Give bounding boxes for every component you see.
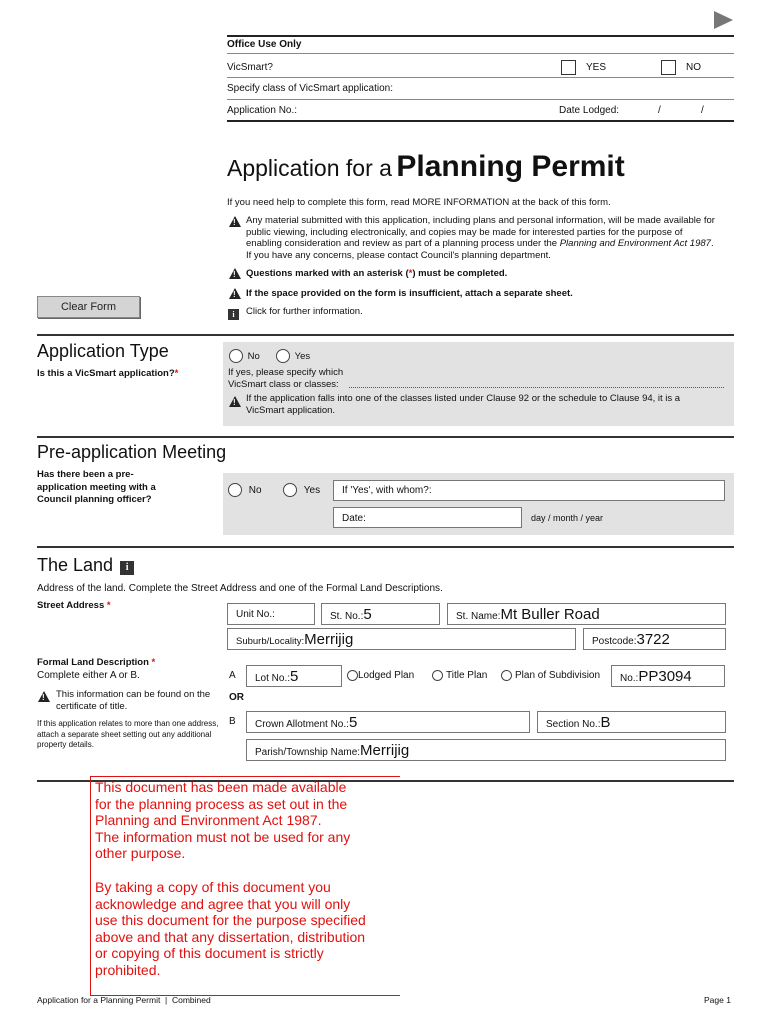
office-yes-label: YES	[586, 62, 607, 73]
parish-content	[255, 742, 409, 759]
page-title	[227, 150, 625, 184]
title-plan-option[interactable]	[432, 670, 487, 681]
date-format-hint: day / month / year	[531, 513, 604, 523]
pre-app-question: Has there been a pre-application meeting with a Council planning officer?	[37, 469, 156, 505]
warning-icon	[229, 285, 241, 303]
asterisk-star: *	[408, 268, 413, 279]
pre-app-date-field[interactable]	[333, 507, 522, 528]
lot-no-field[interactable]	[246, 665, 342, 687]
title-plan-radio[interactable]	[432, 670, 443, 681]
land-title	[37, 555, 134, 576]
postcode-value: 3722	[636, 631, 670, 648]
lot-no-label: Lot No.:	[255, 673, 291, 684]
crown-content	[255, 714, 357, 731]
vicsmart-question	[37, 368, 178, 379]
suburb-label: Suburb/Locality:	[236, 636, 305, 647]
pre-app-whom-label: If 'Yes', with whom?:	[342, 485, 432, 496]
notice-act-name: Planning and Environment Act 1987	[559, 238, 711, 249]
warning-icon	[38, 688, 50, 706]
office-yes-checkbox[interactable]	[561, 60, 576, 75]
formal-label	[37, 657, 155, 668]
next-page-icon[interactable]	[714, 11, 733, 29]
vicsmart-no-option[interactable]	[229, 349, 260, 363]
pre-app-no-radio[interactable]	[228, 483, 242, 497]
title-prefix: Application for a	[227, 155, 392, 181]
office-use-title: Office Use Only	[227, 39, 302, 50]
postcode-field[interactable]	[583, 628, 726, 650]
title-main: Planning Permit	[396, 150, 625, 183]
formal-label-text: Formal Land Description	[37, 657, 149, 668]
option-a-label: A	[229, 670, 236, 681]
cert-note: This information can be found on the certificate of title.	[56, 689, 211, 712]
lodged-plan-radio[interactable]	[347, 670, 358, 681]
unit-no-field[interactable]	[227, 603, 315, 625]
street-required-star: *	[106, 600, 111, 611]
formal-sub: Complete either A or B.	[37, 670, 140, 681]
application-no-label: Application No.:	[227, 105, 298, 116]
lodged-plan-label: Lodged Plan	[358, 670, 415, 682]
parish-value: Merrijig	[360, 742, 410, 759]
help-text: If you need help to complete this form, read MORE INFORMATION at the back of this form.	[227, 197, 611, 208]
page-number: Page 1	[704, 995, 731, 1005]
plan-no-label: No.:	[620, 673, 639, 684]
st-name-label: St. Name:	[456, 611, 501, 622]
st-name-field[interactable]	[447, 603, 726, 625]
or-label: OR	[229, 692, 244, 703]
office-no-label: NO	[686, 62, 701, 73]
section-content	[546, 714, 611, 731]
subdivision-option[interactable]	[501, 670, 600, 681]
warning-icon	[229, 213, 241, 231]
suburb-field[interactable]	[227, 628, 576, 650]
warning-icon	[229, 265, 241, 283]
asterisk-notice	[246, 268, 507, 279]
clear-form-button[interactable]	[37, 296, 140, 318]
notice-text-a: Any material submitted with this application, including plans and personal information, will be made available for public viewing, including electronically, and copies may be made for interested parties for the purpose of enabling consideration and review as part of a planning process under the	[246, 215, 715, 249]
st-name-content	[456, 606, 600, 623]
st-no-field[interactable]	[321, 603, 440, 625]
parish-field[interactable]	[246, 739, 726, 761]
formal-required-star: *	[151, 657, 156, 668]
pre-app-yes-label: Yes	[303, 484, 321, 496]
st-no-content	[330, 606, 372, 623]
asterisk-notice-b: ) must be completed.	[412, 268, 508, 279]
specify-class-label: Specify class of VicSmart application:	[227, 83, 394, 94]
pre-app-no-option[interactable]	[228, 483, 262, 497]
lodged-plan-option[interactable]	[347, 670, 414, 681]
option-b-label: B	[229, 716, 236, 727]
info-icon[interactable]: i	[228, 304, 239, 322]
pre-app-yes-option[interactable]	[283, 483, 320, 497]
vicsmart-yes-label: Yes	[294, 350, 311, 362]
vicsmart-yes-radio[interactable]	[276, 349, 290, 363]
section-value: B	[600, 714, 611, 731]
vicsmart-question-text: Is this a VicSmart application?	[37, 368, 175, 379]
st-name-value: Mt Buller Road	[500, 606, 600, 623]
pre-app-date-label: Date:	[342, 513, 366, 524]
st-no-value: 5	[363, 606, 372, 623]
suburb-value: Merrijig	[304, 631, 354, 648]
parish-label: Parish/Township Name:	[255, 747, 361, 758]
clear-form-label: Clear Form	[60, 301, 116, 313]
section-no-field[interactable]	[537, 711, 726, 733]
subdivision-label: Plan of Subdivision	[515, 670, 601, 682]
street-address-text: Street Address	[37, 600, 105, 611]
street-address-label	[37, 600, 111, 611]
office-no-checkbox[interactable]	[661, 60, 676, 75]
warning-icon	[229, 393, 241, 411]
pre-app-whom-field[interactable]	[333, 480, 725, 501]
crown-allotment-field[interactable]	[246, 711, 530, 733]
plan-no-value: PP3094	[638, 668, 692, 685]
st-no-label: St. No.:	[330, 611, 364, 622]
vicsmart-specify-line2: VicSmart class or classes:	[228, 379, 339, 390]
pre-app-title: Pre-application Meeting	[37, 442, 227, 462]
lot-no-content	[255, 668, 298, 685]
restriction-notice-2: By taking a copy of this document you acknowledge and agree that you will only use this document for the purpose specified above and that any dissertation, distribution or copying of this document is strictly prohibited.	[95, 879, 366, 978]
pre-app-yes-radio[interactable]	[283, 483, 297, 497]
pre-app-no-label: No	[248, 484, 262, 496]
date-sep-2: /	[701, 105, 704, 116]
clause-note: If the application falls into one of the classes listed under Clause 92 or the schedule to Clause 94, it is a VicSmart application.	[246, 393, 681, 416]
postcode-label: Postcode:	[592, 636, 637, 647]
date-sep-1: /	[658, 105, 661, 116]
section-label: Section No.:	[546, 719, 601, 730]
subdivision-radio[interactable]	[501, 670, 512, 681]
land-title-text: The Land	[37, 555, 114, 575]
suburb-content	[236, 631, 353, 648]
vicsmart-class-input[interactable]	[349, 387, 724, 388]
further-info-text: Click for further information.	[246, 306, 363, 317]
plan-no-content	[620, 668, 692, 685]
crown-label: Crown Allotment No.:	[255, 719, 349, 730]
asterisk-notice-a: Questions marked with an asterisk (	[246, 268, 409, 279]
date-lodged-label: Date Lodged:	[559, 105, 620, 116]
vicsmart-yes-option[interactable]	[276, 349, 310, 363]
info-icon[interactable]: i	[120, 561, 134, 575]
land-intro: Address of the land. Complete the Street Address and one of the Formal Land Descriptions.	[37, 583, 443, 594]
space-notice: If the space provided on the form is insufficient, attach a separate sheet.	[246, 288, 573, 299]
vicsmart-label: VicSmart?	[227, 62, 273, 73]
title-plan-label: Title Plan	[446, 670, 488, 682]
postcode-content	[592, 631, 670, 648]
lot-no-value: 5	[290, 668, 299, 685]
footer-title: Application for a Planning Permit | Combined	[37, 995, 211, 1005]
multi-address-note: If this application relates to more than one address, attach a separate sheet setting out any additional property details.	[37, 719, 219, 749]
application-type-title: Application Type	[37, 341, 169, 361]
vicsmart-required-star: *	[174, 368, 179, 379]
vicsmart-specify-line1: If yes, please specify which	[228, 367, 344, 378]
crown-value: 5	[348, 714, 358, 731]
public-viewing-notice	[246, 215, 716, 261]
unit-no-label: Unit No.:	[236, 609, 275, 620]
restriction-notice-1: This document has been made available for the planning process as set out in the Planning and Environment Act 1987. The information must not be used for any other purpose.	[95, 779, 351, 861]
notice-text-b: . If you have any concerns, please contact Council's planning department.	[246, 238, 714, 261]
plan-no-field[interactable]	[611, 665, 725, 687]
vicsmart-no-label: No	[247, 350, 260, 362]
vicsmart-no-radio[interactable]	[229, 349, 243, 363]
